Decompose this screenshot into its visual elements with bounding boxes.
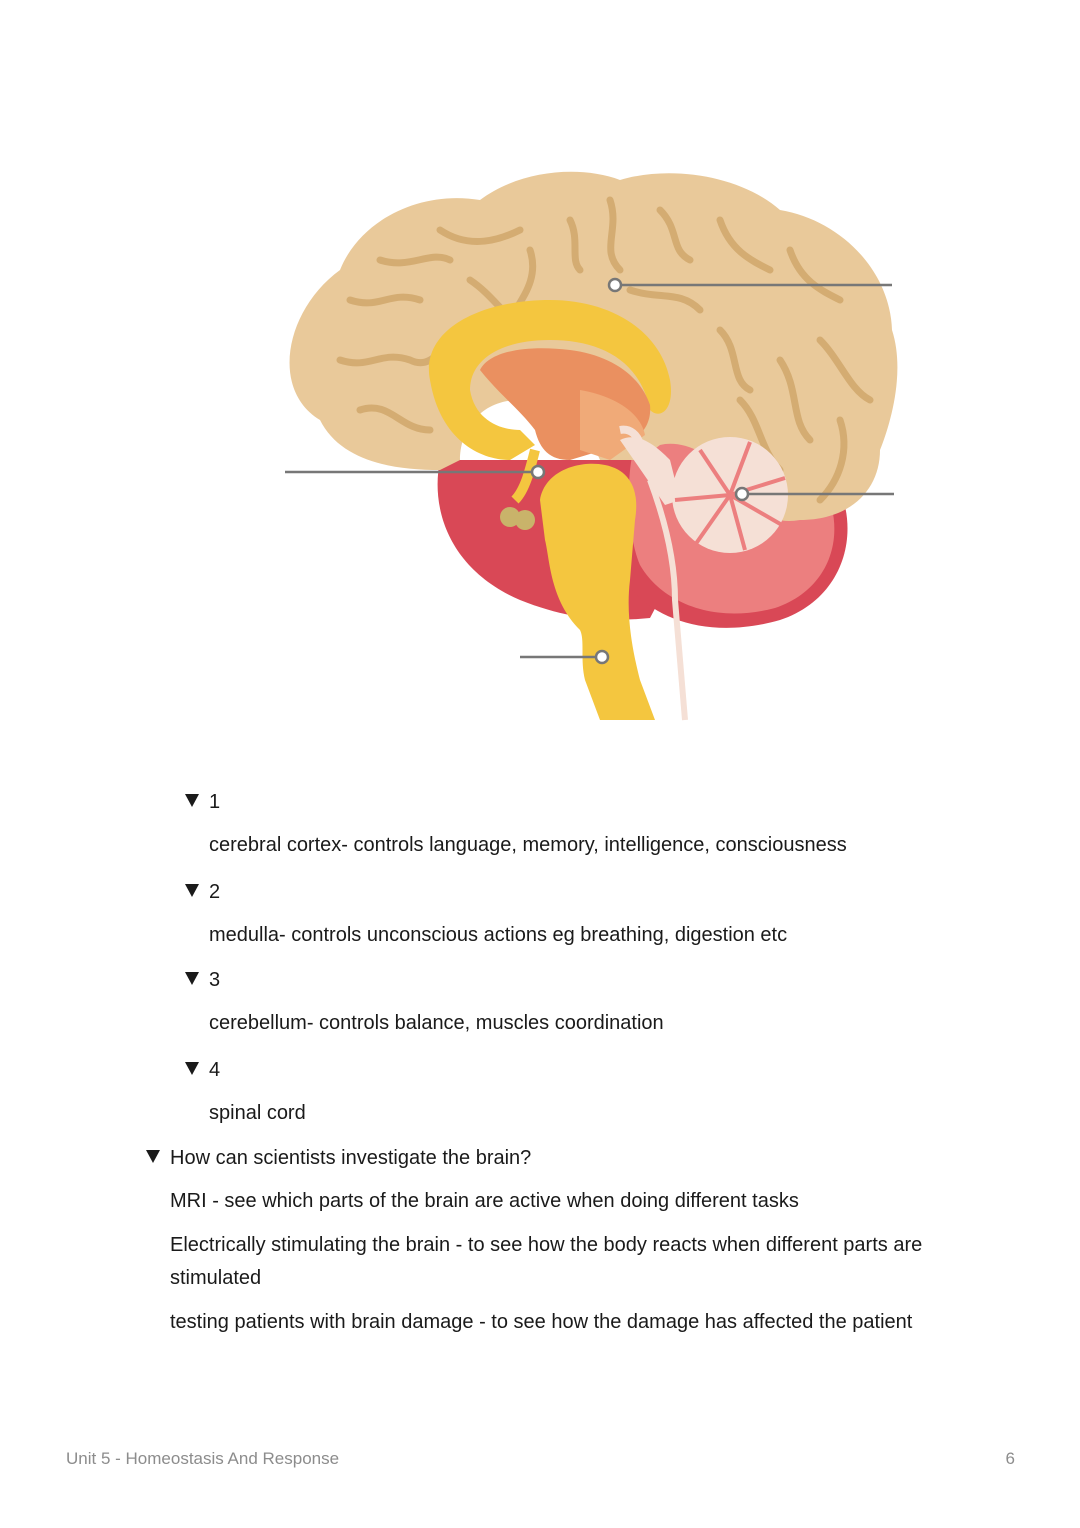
marker-medulla	[532, 466, 544, 478]
item-1-text: cerebral cortex- controls language, memory, intelligence, consciousness	[209, 834, 847, 856]
item-4-text: spinal cord	[209, 1102, 306, 1124]
toggle-label: 1	[209, 791, 221, 813]
pituitary-gland-2	[515, 510, 535, 530]
footer-unit-title: Unit 5 - Homeostasis And Response	[66, 1449, 340, 1468]
footer-page-number: 6	[1005, 1449, 1015, 1468]
toggle-question[interactable]	[146, 1146, 531, 1170]
triangle-down-icon[interactable]	[185, 884, 199, 897]
triangle-down-icon[interactable]	[185, 1062, 199, 1075]
item-2-text: medulla- controls unconscious actions eg breathing, digestion etc	[209, 924, 788, 946]
answer-2-text: Electrically stimulating the brain - to see how the body reacts when different parts are stimulated	[170, 1234, 923, 1289]
toggle-label: 2	[209, 881, 221, 903]
marker-spinal-cord	[596, 651, 608, 663]
toggle-item-1[interactable]	[185, 790, 220, 814]
triangle-down-icon[interactable]	[146, 1150, 160, 1163]
toggle-label: 3	[209, 969, 221, 991]
answer-3-text: testing patients with brain damage - to see how the damage has affected the patient	[170, 1311, 913, 1333]
toggle-label: 4	[209, 1059, 221, 1081]
toggle-item-3[interactable]	[185, 968, 220, 992]
triangle-down-icon[interactable]	[185, 794, 199, 807]
toggle-item-4[interactable]	[185, 1058, 220, 1082]
answer-1-text: MRI - see which parts of the brain are active when doing different tasks	[170, 1190, 799, 1212]
brain-illustration	[280, 160, 900, 730]
item-3-text: cerebellum- controls balance, muscles coordination	[209, 1012, 664, 1034]
brain-diagram	[280, 160, 900, 730]
toggle-item-2[interactable]	[185, 880, 220, 904]
marker-cortex	[609, 279, 621, 291]
toggle-label: How can scientists investigate the brain?	[170, 1147, 532, 1169]
triangle-down-icon[interactable]	[185, 972, 199, 985]
marker-cerebellum	[736, 488, 748, 500]
